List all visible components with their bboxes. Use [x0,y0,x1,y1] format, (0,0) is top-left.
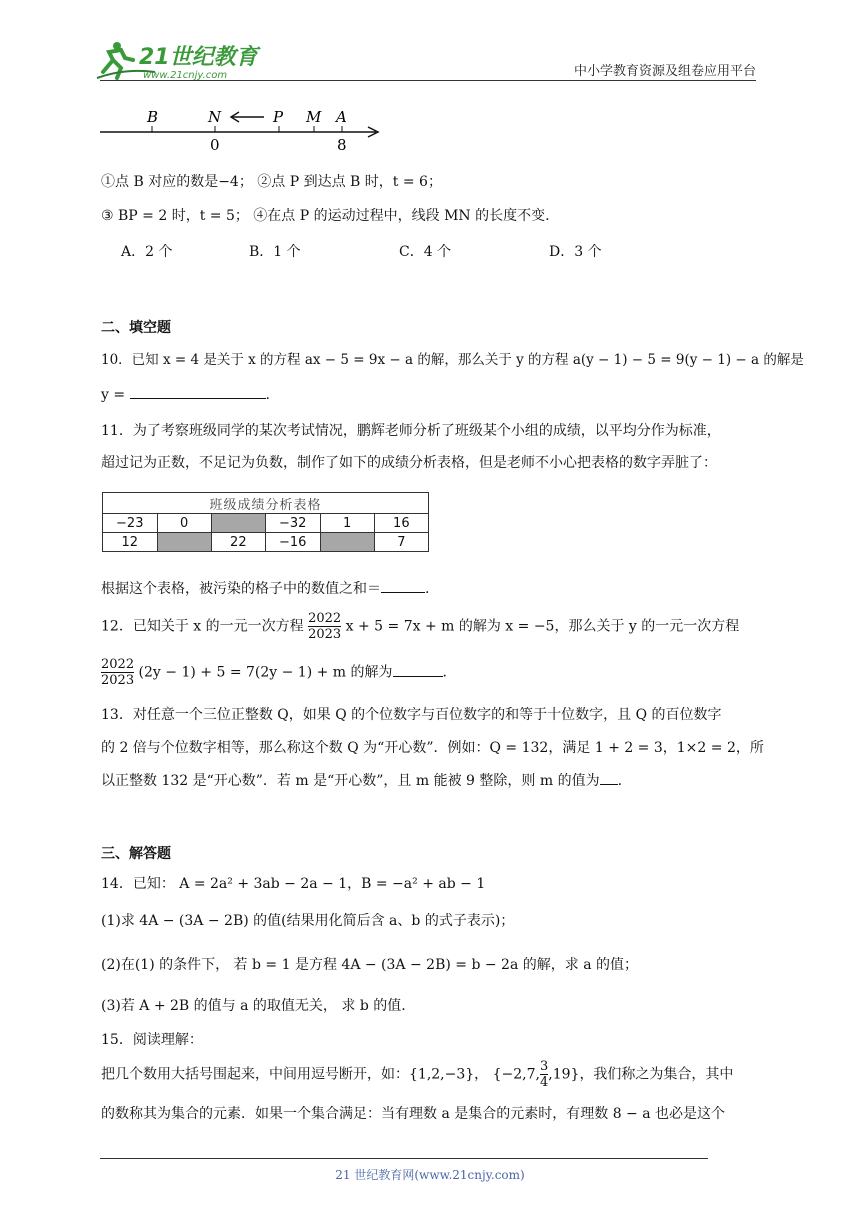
tick-label-0: 0 [210,136,220,154]
q9-statement-1: ①点 B 对应的数是−4； ②点 P 到达点 B 时，t = 6； [101,174,442,190]
table-cell: 12 [103,533,158,552]
score-table-title: 班级成绩分析表格 [103,493,429,514]
platform-title: 中小学教育资源及组卷应用平台 [573,64,756,79]
q12-mid: x + 5 = 7x + m 的解为 x = −5，那么关于 y 的一元一次方程 [345,618,740,635]
q11-line-2: 超过记为正数，不足记为负数，制作了如下的成绩分析表格，但是老师不小心把表格的数字弄脏了： [101,455,717,471]
option-a: A．2 个 [121,244,173,260]
q15-set-2-start: {−2,7, [492,1066,540,1083]
q10-line-2 [101,384,270,406]
point-label-b: B [147,108,159,126]
site-logo [95,38,265,82]
logo-text: 21世纪教育 [139,45,258,70]
q12-line-2 [101,657,447,688]
footer-divider [100,1158,708,1159]
table-row [103,514,429,533]
number-line-figure [98,104,388,156]
q13-end: . [617,773,623,789]
q9-statement-2: ③ BP = 2 时，t = 5； ④在点 P 的运动过程中，线段 MN 的长度不变. [101,208,550,224]
smudged-cell [157,533,211,552]
table-cell: 7 [374,533,428,552]
q10-line-1: 10．已知 x = 4 是关于 x 的方程 ax − 5 = 9x − a 的解，那么关于 y 的方程 a(y − 1) − 5 = 9(y − 1) − a 的解是 [101,352,804,368]
table-cell: 1 [320,514,374,533]
q10-end: . [265,387,270,403]
q12-line-1 [101,611,739,642]
section-2-title: 二、填空题 [101,320,171,336]
q14-part-2: (2)在(1) 的条件下， 若 b = 1 是方程 4A − (3A − 2B) = b − 2a 的解，求 a 的值； [101,957,639,973]
smudged-cell [211,514,265,533]
table-cell: 22 [211,533,265,552]
option-c: C．4 个 [399,244,452,260]
q15-set-1: 把几个数用大括号围起来，中间用逗号断开，如：{1,2,−3}， [101,1066,489,1083]
left-arrow-icon [231,112,264,122]
q15-fraction: $\frac{3}{4}$ [539,1059,549,1090]
q15-line-2-tail: ，我们称之为集合，其中 [579,1066,734,1083]
table-cell: −32 [265,514,320,533]
section-3-title: 三、解答题 [101,846,171,862]
q14-given: 14．已知： A = 2a² + 3ab − 2a − 1，B = −a² + ab − 1 [101,876,486,892]
q10-answer-blank [130,384,266,399]
option-b: B．1 个 [249,244,301,260]
q11-question-text: 根据这个表格，被污染的格子中的数值之和＝ [101,581,381,597]
table-cell: 0 [157,514,211,533]
q15-set-2-end: ,19} [548,1066,580,1083]
option-d: D．3 个 [549,244,602,260]
point-label-n: N [208,108,222,126]
table-cell: 16 [374,514,428,533]
q12-answer-blank [393,662,443,677]
q13-line-2: 的 2 倍与个位数字相等，那么称这个数 Q 为“开心数”．例如：Q = 132，满足 1 + 2 = 3，1×2 = 2，所 [101,740,764,756]
q15-line-3: 的数称其为集合的元素．如果一个集合满足：当有理数 a 是集合的元素时，有理数 8 − a 也必是这个 [101,1106,726,1122]
footer-source: 21 世纪教育网(www.21cnjy.com) [335,1168,525,1182]
q13-question: 以正整数 132 是“开心数”．若 m 是“开心数”，且 m 能被 9 整除，则 m 的值为 [101,773,600,789]
table-cell: −16 [265,533,320,552]
q15-line-2 [101,1059,733,1090]
q12-equation: (2y − 1) + 5 = 7(2y − 1) + m 的解为 [138,664,393,681]
q13-line-3 [101,770,622,792]
q11-question [101,578,429,600]
q12-fraction: $\frac{2022}{2023}$ [308,611,342,642]
q14-part-3: (3)若 A + 2B 的值与 a 的取值无关， 求 b 的值. [101,998,406,1014]
header-divider [100,80,756,81]
q12-lead: 12．已知关于 x 的一元一次方程 [101,618,304,635]
q14-part-1: (1)求 4A − (3A − 2B) 的值(结果用化简后含 a、b 的式子表示)； [101,913,515,929]
q11-end: . [425,581,430,597]
q11-answer-blank [381,578,425,593]
point-label-p: P [273,108,284,126]
tick-label-8: 8 [337,136,347,154]
q12-end: . [442,664,447,681]
q15-title: 15．阅读理解： [101,1032,203,1048]
q13-line-1: 13．对任意一个三位正整数 Q，如果 Q 的个位数字与百位数字的和等于十位数字，且 Q 的百位数字 [101,707,722,723]
smudged-cell [320,533,374,552]
logo-url: www.21cnjy.com [143,70,228,81]
table-row [103,533,429,552]
point-label-a: A [336,108,347,126]
q11-line-1: 11．为了考察班级同学的某次考试情况，鹏辉老师分析了班级某个小组的成绩，以平均分作为标准， [101,423,721,439]
score-table [102,492,429,552]
q10-var: y = [101,387,126,403]
q12-fraction-2: $\frac{2022}{2023}$ [101,657,135,688]
point-label-m: M [306,108,322,126]
table-cell: −23 [103,514,158,533]
q13-answer-blank [600,770,618,785]
